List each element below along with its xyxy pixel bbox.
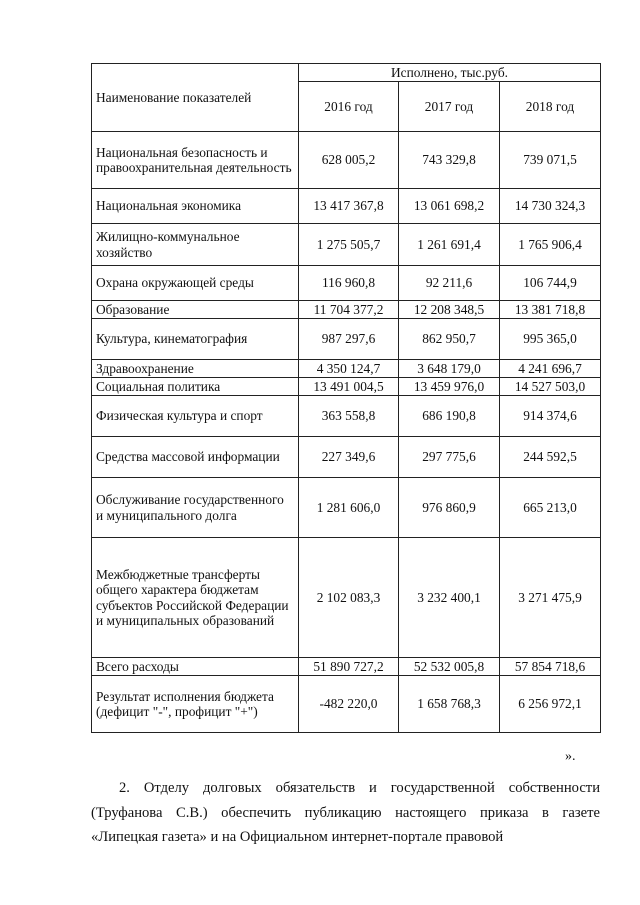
row-value-2017: 743 329,8 <box>399 132 500 189</box>
row-name: Физическая культура и спорт <box>92 396 299 437</box>
table-header-row <box>92 64 601 82</box>
row-value-2018: 3 271 475,9 <box>500 538 601 658</box>
row-value-2016: -482 220,0 <box>299 676 399 733</box>
row-value-2017: 1 261 691,4 <box>399 224 500 266</box>
row-name: Здравоохранение <box>92 360 299 378</box>
table-row <box>92 478 601 538</box>
table-row <box>92 360 601 378</box>
row-name: Всего расходы <box>92 658 299 676</box>
row-value-2017: 1 658 768,3 <box>399 676 500 733</box>
row-value-2016: 51 890 727,2 <box>299 658 399 676</box>
row-value-2016: 363 558,8 <box>299 396 399 437</box>
column-header-2017: 2017 год <box>399 82 500 132</box>
row-value-2018: 13 381 718,8 <box>500 301 601 319</box>
table-row <box>92 676 601 733</box>
row-name: Охрана окружающей среды <box>92 266 299 301</box>
row-name: Культура, кинематография <box>92 319 299 360</box>
row-value-2018: 14 730 324,3 <box>500 189 601 224</box>
table-row <box>92 658 601 676</box>
row-name: Образование <box>92 301 299 319</box>
table-row <box>92 132 601 189</box>
row-name: Обслуживание государственного и муниципального долга <box>92 478 299 538</box>
row-name: Национальная экономика <box>92 189 299 224</box>
row-value-2017: 686 190,8 <box>399 396 500 437</box>
row-value-2017: 297 775,6 <box>399 437 500 478</box>
row-value-2018: 4 241 696,7 <box>500 360 601 378</box>
column-header-2016: 2016 год <box>299 82 399 132</box>
row-value-2018: 14 527 503,0 <box>500 378 601 396</box>
row-value-2016: 1 275 505,7 <box>299 224 399 266</box>
row-value-2018: 57 854 718,6 <box>500 658 601 676</box>
row-value-2017: 52 532 005,8 <box>399 658 500 676</box>
row-value-2016: 13 417 367,8 <box>299 189 399 224</box>
row-value-2018: 665 213,0 <box>500 478 601 538</box>
closing-quote-mark: ». <box>565 749 576 764</box>
row-value-2018: 739 071,5 <box>500 132 601 189</box>
expenditure-table <box>91 63 601 733</box>
table-row <box>92 189 601 224</box>
table-row <box>92 437 601 478</box>
row-value-2016: 2 102 083,3 <box>299 538 399 658</box>
row-value-2017: 862 950,7 <box>399 319 500 360</box>
row-name: Социальная политика <box>92 378 299 396</box>
row-value-2016: 116 960,8 <box>299 266 399 301</box>
table-row <box>92 396 601 437</box>
row-value-2017: 976 860,9 <box>399 478 500 538</box>
column-header-name: Наименование показателей <box>92 64 299 132</box>
column-group-header: Исполнено, тыс.руб. <box>299 64 601 82</box>
row-value-2017: 12 208 348,5 <box>399 301 500 319</box>
row-name: Жилищно-коммунальное хозяйство <box>92 224 299 266</box>
row-value-2017: 92 211,6 <box>399 266 500 301</box>
table-row <box>92 538 601 658</box>
row-value-2016: 1 281 606,0 <box>299 478 399 538</box>
row-value-2016: 13 491 004,5 <box>299 378 399 396</box>
row-value-2018: 106 744,9 <box>500 266 601 301</box>
row-value-2017: 13 061 698,2 <box>399 189 500 224</box>
table-row <box>92 266 601 301</box>
row-value-2016: 987 297,6 <box>299 319 399 360</box>
row-value-2016: 4 350 124,7 <box>299 360 399 378</box>
row-value-2017: 3 648 179,0 <box>399 360 500 378</box>
row-value-2018: 6 256 972,1 <box>500 676 601 733</box>
row-value-2017: 13 459 976,0 <box>399 378 500 396</box>
row-name: Национальная безопасность и правоохранительная деятельность <box>92 132 299 189</box>
row-value-2016: 11 704 377,2 <box>299 301 399 319</box>
row-name: Межбюджетные трансферты общего характера бюджетам субъектов Российской Федерации и муниципальных образований <box>92 538 299 658</box>
table-row <box>92 378 601 396</box>
table-row <box>92 319 601 360</box>
row-value-2018: 244 592,5 <box>500 437 601 478</box>
row-value-2016: 227 349,6 <box>299 437 399 478</box>
row-value-2016: 628 005,2 <box>299 132 399 189</box>
row-value-2017: 3 232 400,1 <box>399 538 500 658</box>
row-value-2018: 995 365,0 <box>500 319 601 360</box>
column-header-2018: 2018 год <box>500 82 601 132</box>
table-row <box>92 224 601 266</box>
table-row <box>92 301 601 319</box>
row-value-2018: 914 374,6 <box>500 396 601 437</box>
row-name: Средства массовой информации <box>92 437 299 478</box>
row-name: Результат исполнения бюджета (дефицит "-", профицит "+") <box>92 676 299 733</box>
row-value-2018: 1 765 906,4 <box>500 224 601 266</box>
body-paragraph: 2. Отделу долговых обязательств и государственной собственности (Труфанова С.В.) обеспечить публикацию настоящего приказа в газете «Липецкая газета» и на Официальном интернет-портале правовой <box>91 780 600 845</box>
